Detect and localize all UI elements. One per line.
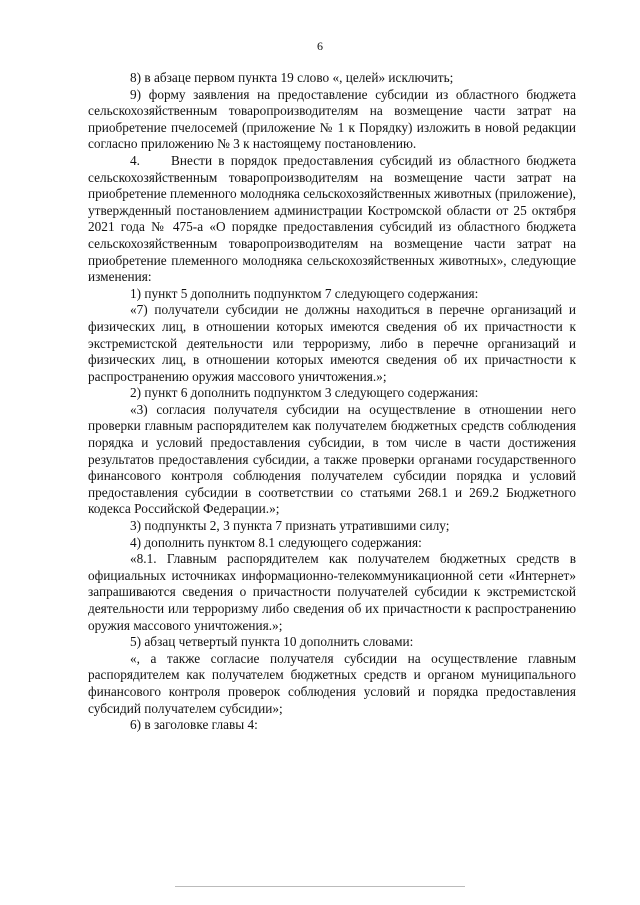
paragraph-item-3: 3) подпункты 2, 3 пункта 7 признать утратившими силу; <box>130 518 450 534</box>
paragraph-quote-3: «3) согласия получателя субсидии на осуществление в отношении него проверки главным распорядителем как получателем бюджетных средств соблюдения порядка и условий предоставления субсидии, в том числе в части достижения результатов предоставления субсидии, а также проверки органами государственного финансового контроля соблюдения получателем субсидии порядка и условий предоставления субсидии в соответствии со статьями 268.1 и 269.2 Бюджетного кодекса Российской Федерации.»; <box>88 401 576 517</box>
paragraph-item-2: 2) пункт 6 дополнить подпунктом 3 следующего содержания: <box>130 385 479 401</box>
paragraph-item-1: 1) пункт 5 дополнить подпунктом 7 следующего содержания: <box>130 285 479 301</box>
paragraph-section-4: 4. Внести в порядок предоставления субсидий из областного бюджета сельскохозяйственным товаропроизводителям на возмещение части затрат на приобретение племенного молодняка сельскохозяйственных животных (приложение), утвержденный постановлением администрации Костромской области от 25 октября 2021 года № 475-а «О порядке предоставления субсидий из областного бюджета сельскохозяйственным товаропроизводителям на возмещение части затрат на приобретение племенного молодняка сельскохозяйственных животных», следующие изменения: <box>88 152 576 285</box>
footer-line <box>175 886 465 887</box>
paragraph-item-6: 6) в заголовке главы 4: <box>130 717 258 733</box>
paragraph-item-5: 5) абзац четвертый пункта 10 дополнить словами: <box>130 634 414 650</box>
paragraph-9-item: 9) форму заявления на предоставление субсидии из областного бюджета сельскохозяйственным товаропроизводителям на возмещение части затрат на приобретение пчелосемей (приложение № 1 к Порядку) изложить в новой редакции согласно приложению № 3 к настоящему постановлению. <box>88 86 576 152</box>
paragraph-8-item: 8) в абзаце первом пункта 19 слово «, целей» исключить; <box>130 70 454 85</box>
document-body <box>88 70 576 734</box>
page-number: 6 <box>317 39 323 53</box>
paragraph-quote-8-1: «8.1. Главным распорядителем как получателем бюджетных средств в официальных источниках информационно-телекоммуникационной сети «Интернет» запрашиваются сведения о причастности получателей субсидии к экстремистской деятельности или терроризму либо сведения об их причастности к распространению оружия массового уничтожения.»; <box>88 551 576 633</box>
paragraph-quote-consent: «, а также согласие получателя субсидии на осуществление главным распорядителем как получателем бюджетных средств и органом муниципального финансового контроля проверок соблюдения условий и порядка предоставления субсидий получателем субсидии»; <box>88 650 576 716</box>
paragraph-item-4: 4) дополнить пунктом 8.1 следующего содержания: <box>130 534 422 550</box>
paragraph-quote-7: «7) получатели субсидии не должны находиться в перечне организаций и физических лиц, в отношении которых имеются сведения об их причастности к экстремистской деятельности или терроризму, либо в перечне организаций и физических лиц, в отношении которых имеются сведения об их причастности к распространению оружия массового уничтожения.»; <box>88 302 576 384</box>
